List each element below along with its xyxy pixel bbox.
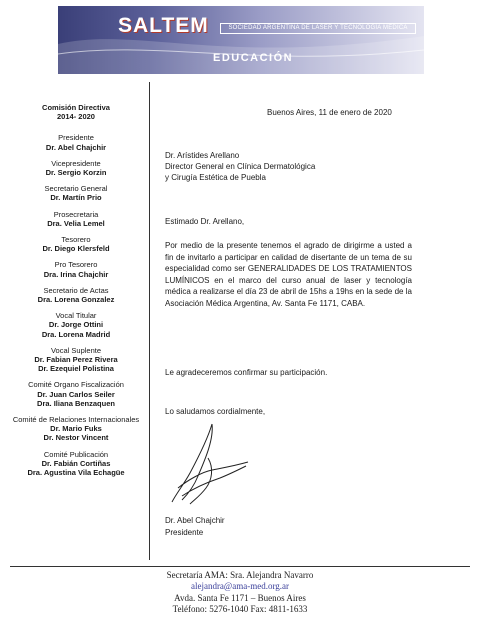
board-role: Comité de Relaciones Internacionales — [12, 415, 140, 425]
board-member-name: Dra. Irina Chajchir — [43, 269, 109, 279]
recipient-title: Director General en Clínica Dermatológica — [165, 162, 316, 171]
board-role: Comité Publicación — [43, 449, 109, 459]
board-group — [10, 380, 142, 408]
board-role: Vocal Titular — [55, 311, 97, 321]
board-member-name: Dr. Juan Carlos Seiler — [37, 389, 115, 399]
board-heading: Comisión Directiva 2014- 2020 — [42, 103, 110, 122]
board-group — [10, 260, 142, 278]
board-member-name: Dra. Velia Lemel — [47, 218, 105, 228]
board-group — [10, 159, 142, 177]
board-group — [10, 235, 142, 253]
board-member-name: Dr. Ezequiel Polistina — [38, 364, 114, 374]
board-group — [10, 286, 142, 304]
saltem-logo: SALTEM — [118, 14, 209, 37]
board-role: Secretario General — [44, 184, 108, 194]
footer-email-link[interactable]: alejandra@ama-med.org.ar — [190, 581, 290, 592]
board-member-name: Dra. Lorena Gonzalez — [37, 295, 115, 305]
vertical-divider — [149, 82, 150, 560]
board-group — [10, 210, 142, 228]
board-role: Secretario de Actas — [43, 285, 109, 295]
footer — [0, 570, 480, 615]
signer-block — [165, 515, 225, 539]
letter-body: Por medio de la presente tenemos el agrado de dirigirme a usted a fin de invitarlo a participar en calidad de disertante de un tema de su especialidad como ser GENERALIDADES DE LOS TRATAMIENTOS LUMÍNICOS en el marco del curso anual de laser y tecnología médica a realizarse el día 23 de abril de 15hs a 19hs en la sede de la Asociación Médica Argentina, Av. Santa Fe 1171, CABA. — [165, 241, 412, 308]
board-group — [10, 415, 142, 443]
board-member-name: Dr. Abel Chajchir — [45, 142, 107, 152]
board-role: Presidente — [58, 133, 94, 143]
board-group — [10, 346, 142, 374]
board-member-name: Dr. Martín Prio — [50, 193, 102, 203]
recipient-name: Dr. Arístides Arellano — [165, 151, 240, 160]
greeting: Estimado Dr. Arellano, — [165, 217, 245, 226]
society-name: SOCIEDAD ARGENTINA DE LÁSER Y TECNOLOGÍA MÉDICA — [220, 23, 416, 34]
section-title: EDUCACIÓN — [213, 52, 294, 64]
handwritten-signature — [168, 418, 253, 513]
board-role: Prosecretaria — [53, 209, 99, 219]
board-member-name: Dr. Fabián Cortiñas — [41, 458, 111, 468]
closing-line: Lo saludamos cordialmente, — [165, 407, 266, 416]
board-member-name: Dr. Sergio Korzin — [45, 168, 107, 178]
recipient-block — [165, 150, 315, 183]
board-member-name: Dra. Agustina Vila Echagüe — [27, 468, 125, 478]
board-role: Pro Tesorero — [54, 260, 98, 270]
board-role: Vocal Suplente — [50, 345, 102, 355]
board-member-name: Dr. Fabian Perez Rivera — [34, 355, 118, 365]
board-role: Tesorero — [61, 235, 91, 245]
board-group — [10, 311, 142, 339]
board-group — [10, 184, 142, 202]
recipient-title: y Cirugía Estética de Puebla — [165, 173, 266, 182]
footer-phone: Teléfono: 5276-1040 Fax: 4811-1633 — [172, 603, 308, 614]
board-member-name: Dr. Jorge Ottini — [48, 320, 104, 330]
footer-address: Avda. Santa Fe 1171 – Buenos Aires — [174, 592, 306, 603]
board-member-list — [10, 133, 142, 477]
board-sidebar — [10, 103, 142, 484]
board-group — [10, 450, 142, 478]
signer-role: Presidente — [165, 528, 204, 537]
letterhead-banner — [58, 6, 424, 74]
board-role: Vicepresidente — [51, 158, 101, 168]
footer-divider — [10, 566, 470, 567]
board-group — [10, 133, 142, 151]
letter-date: Buenos Aires, 11 de enero de 2020 — [267, 108, 392, 117]
board-member-name: Dr. Nestor Vincent — [43, 433, 109, 443]
signer-name: Dr. Abel Chajchir — [165, 516, 225, 525]
board-member-name: Dr. Mario Fuks — [50, 424, 102, 434]
board-member-name: Dr. Diego Klersfeld — [42, 244, 110, 254]
board-role: Comité Organo Fiscalización — [28, 380, 124, 390]
thanks-line: Le agradeceremos confirmar su participación. — [165, 368, 328, 377]
board-member-name: Dra. Lorena Madrid — [41, 329, 111, 339]
board-member-name: Dra. Iliana Benzaquen — [37, 398, 115, 408]
footer-secretary: Secretaría AMA: Sra. Alejandra Navarro — [166, 570, 314, 580]
